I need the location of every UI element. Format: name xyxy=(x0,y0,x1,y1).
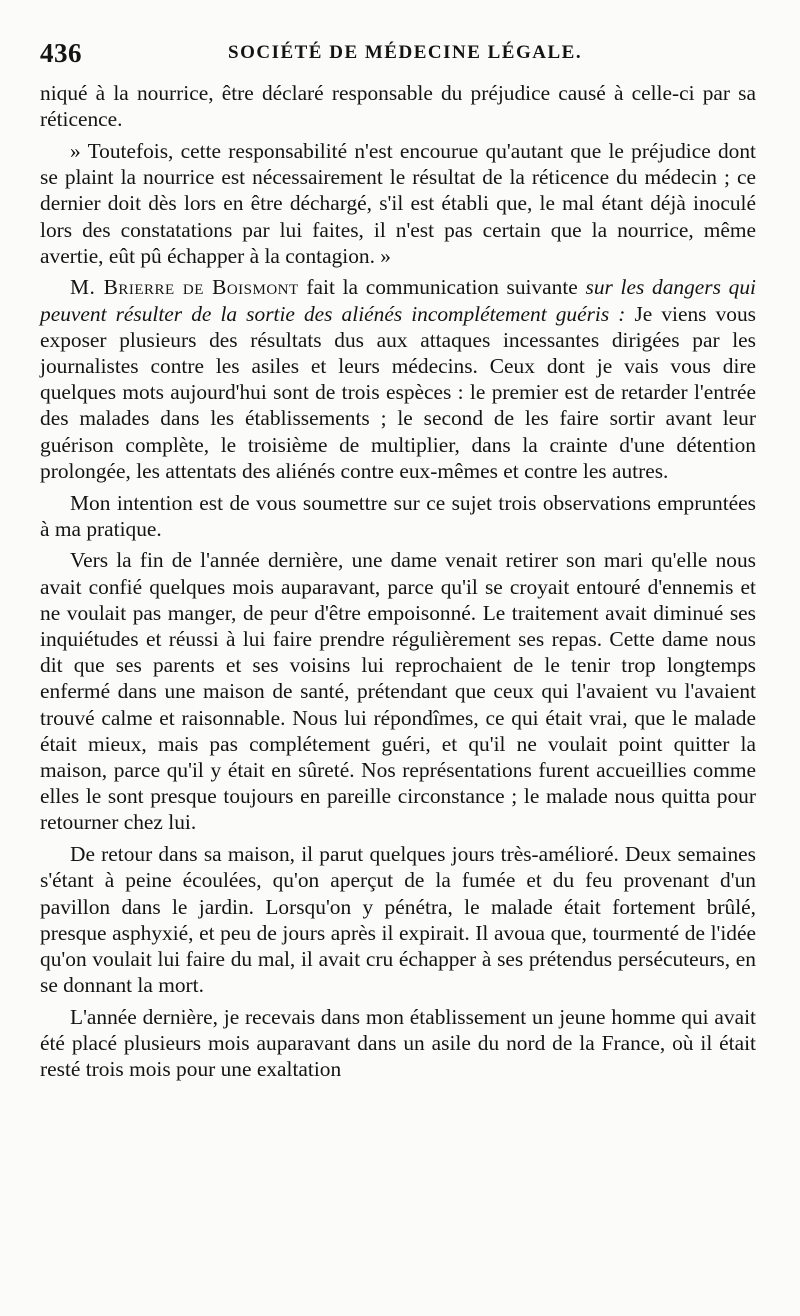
paragraph-continuation xyxy=(40,80,756,132)
page-number: 436 xyxy=(40,38,82,68)
paragraph-quote-conclusion xyxy=(40,138,756,269)
paragraph-text: niqué à la nourrice, être déclaré responsable du préjudice causé à celle-ci par sa réticence. xyxy=(40,81,756,132)
communication-intro: fait la communication suivante xyxy=(298,275,586,300)
paragraph-first-case-outcome xyxy=(40,841,756,998)
running-title: SOCIÉTÉ DE MÉDECINE LÉGALE. xyxy=(228,42,583,63)
speaker-name: M. Brierre de Boismont xyxy=(70,275,299,300)
paragraph-text: Vers la fin de l'année dernière, une dame venait retirer son mari qu'elle nous avait confié quelques mois auparavant, parce qu'il se croyait entouré d'ennemis et ne voulait pas manger, de peur d'être empoisonné. Le traitement avait diminué ses inquiétudes et réussi à lui faire prendre régulièrement ses repas. Cette dame nous dit que ses parents et ses voisins lui reprochaient de le tenir trop longtemps enfermé dans une maison de santé, prétendant que ceux qui l'avaient vu l'avaient trouvé calme et raisonnable. Nous lui répondîmes, ce qui était vrai, que le malade était mieux, mais pas complétement guéri, et qu'il ne voulait point quitter la maison, parce qu'il y était en sûreté. Nos représentations furent accueillies comme elles le sont presque toujours en pareille circonstance ; le malade nous quitta pour retourner chez lui. xyxy=(40,548,756,835)
paragraph-text: L'année dernière, je recevais dans mon établissement un jeune homme qui avait été placé plusieurs mois auparavant dans un asile du nord de la France, où il était resté trois mois pour une exaltation xyxy=(40,1004,756,1082)
paragraph-text: » Toutefois, cette responsabilité n'est encourue qu'autant que le préjudice dont se plaint la nourrice est nécessairement le résultat de la réticence du médecin ; ce dernier doit dès lors en être déchargé, s'il est établi que, le mal étant déjà inoculé lors des constatations par lui faites, il n'est pas certain que la nourrice, même avertie, eût pû échapper à la contagion. » xyxy=(40,138,756,268)
paragraph-text: Mon intention est de vous soumettre sur ce sujet trois observations empruntées à ma pratique. xyxy=(40,490,756,541)
communication-topic: sur les dangers qui peuvent résulter de la sortie des aliénés incomplétement guéris : xyxy=(40,275,756,326)
paragraph-second-case xyxy=(40,1004,756,1083)
paragraph-first-case xyxy=(40,547,756,835)
paragraph-intention xyxy=(40,490,756,542)
paragraph-text: Je viens vous exposer plusieurs des résultats dus aux attaques incessantes dirigées par les journalistes contre les asiles et leurs médecins. Ceux dont je vais vous dire quelques mots aujourd'hui sont de trois espèces : le premier est de retarder l'entrée des malades dans les établissements ; le second de les faire sortir avant leur guérison complète, le troisième de multiplier, dans la crainte d'une détention prolongée, les attentats des aliénés contre eux-mêmes et contre les autres. xyxy=(40,301,756,483)
paragraph-communication xyxy=(40,274,756,484)
paragraph-text: De retour dans sa maison, il parut quelques jours très-amélioré. Deux semaines s'étant à peine écoulées, qu'on aperçut de la fumée et du feu provenant d'un pavillon dans le jardin. Lorsqu'on y pénétra, le malade était fortement brûlé, presque asphyxié, et peu de jours après il expirait. Il avoua que, tourmenté de l'idée qu'on voulait lui faire du mal, il avait cru échapper à ses prétendus persécuteurs, en se donnant la mort. xyxy=(40,842,756,998)
page-header xyxy=(40,38,760,72)
body-text xyxy=(40,80,756,1088)
